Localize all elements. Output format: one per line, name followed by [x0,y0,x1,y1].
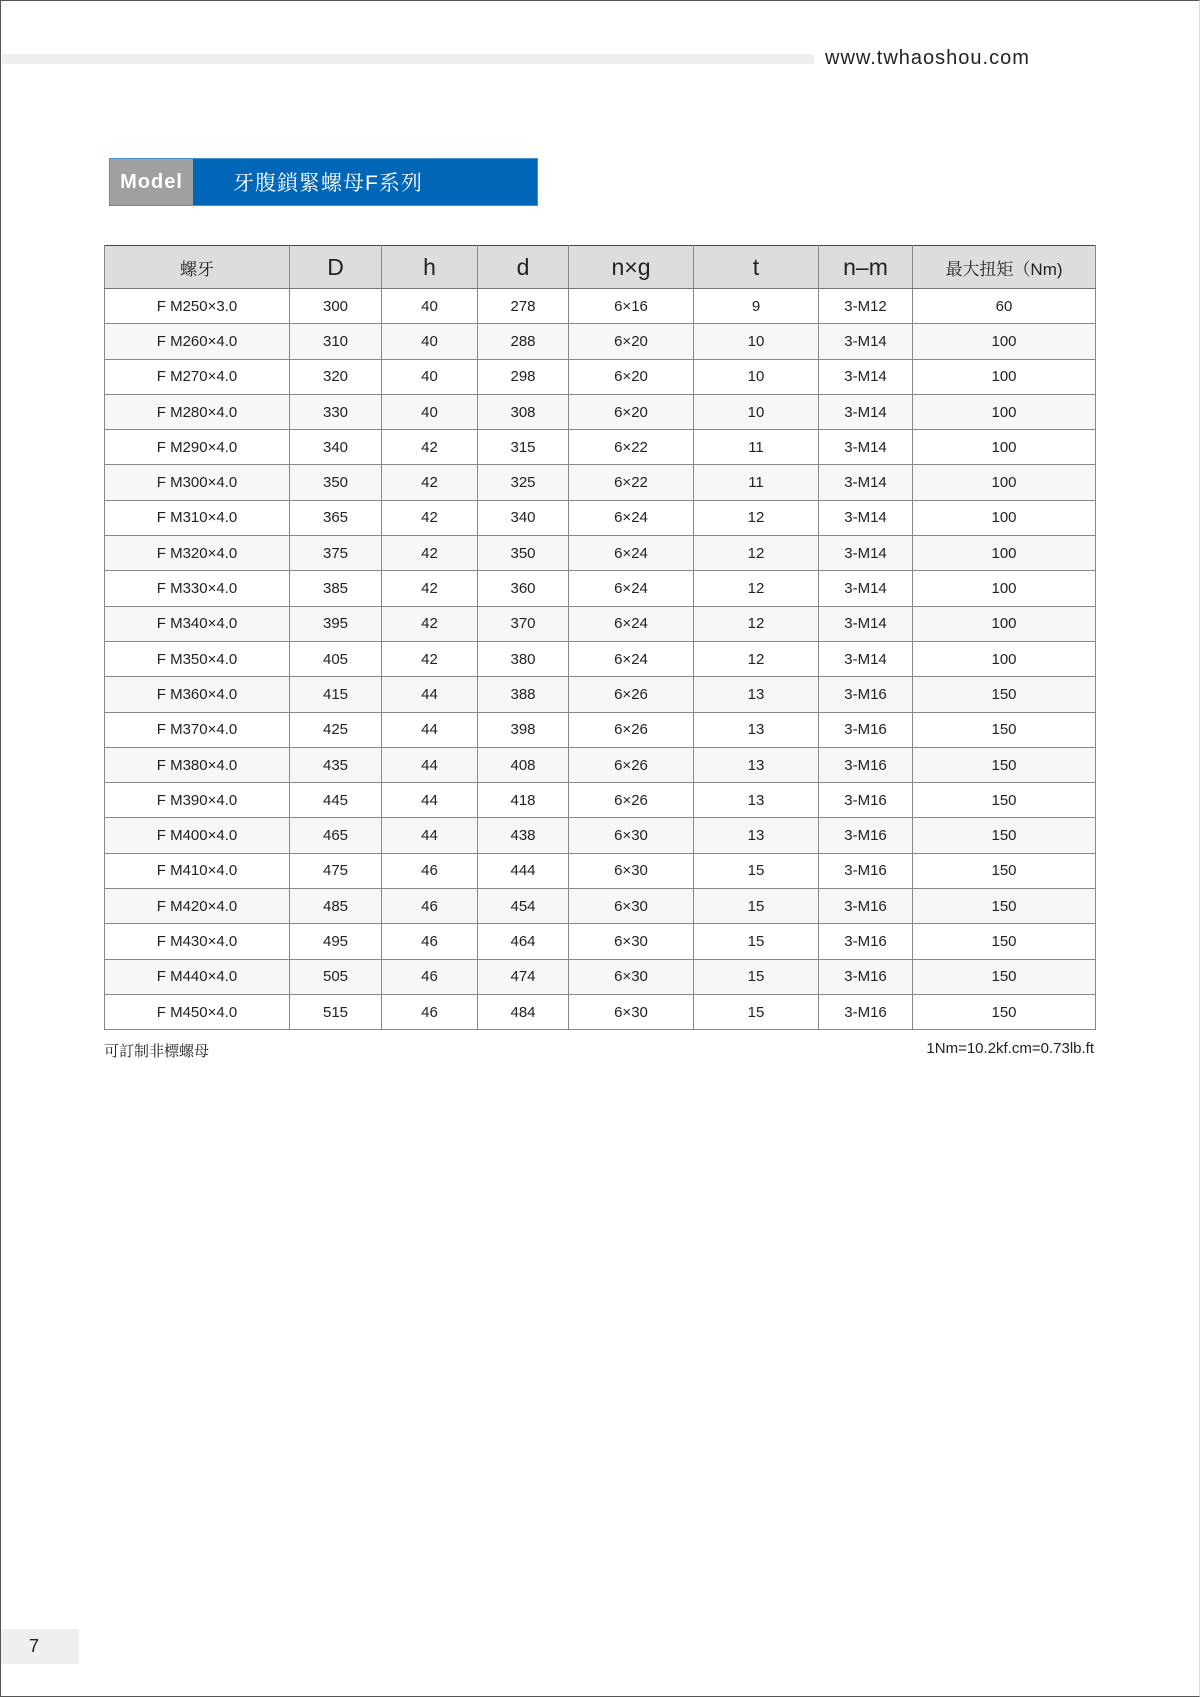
site-url[interactable]: www.twhaoshou.com [825,47,1030,69]
cell-col-max-torque: 150 [913,783,1096,818]
cell-col-D: 495 [290,924,382,959]
cell-col-nm: 3-M16 [819,712,913,747]
table-header-row [105,246,1096,289]
cell-col-thread: F M300×4.0 [105,465,290,500]
cell-col-nxg: 6×26 [569,783,694,818]
cell-col-max-torque: 100 [913,359,1096,394]
header-bar [2,54,814,64]
cell-col-h: 40 [382,394,478,429]
cell-col-t: 15 [694,994,819,1029]
cell-col-t: 9 [694,289,819,324]
cell-col-nm: 3-M16 [819,889,913,924]
cell-col-nxg: 6×26 [569,747,694,782]
spec-table [104,245,1096,1030]
cell-col-t: 10 [694,394,819,429]
cell-col-thread: F M270×4.0 [105,359,290,394]
cell-col-D: 405 [290,641,382,676]
cell-col-D: 375 [290,536,382,571]
cell-col-d: 340 [478,500,569,535]
cell-col-max-torque: 150 [913,853,1096,888]
header-col-max-torque: 最大扭矩（Nm) [913,246,1096,289]
cell-col-d: 360 [478,571,569,606]
cell-col-D: 425 [290,712,382,747]
cell-col-h: 42 [382,606,478,641]
cell-col-d: 308 [478,394,569,429]
cell-col-h: 44 [382,747,478,782]
cell-col-h: 46 [382,959,478,994]
cell-col-t: 11 [694,430,819,465]
cell-col-nxg: 6×24 [569,606,694,641]
cell-col-t: 15 [694,889,819,924]
cell-col-nm: 3-M16 [819,959,913,994]
cell-col-D: 445 [290,783,382,818]
cell-col-max-torque: 100 [913,641,1096,676]
cell-col-t: 13 [694,818,819,853]
cell-col-max-torque: 150 [913,994,1096,1029]
cell-col-thread: F M310×4.0 [105,500,290,535]
cell-col-h: 44 [382,783,478,818]
cell-col-D: 465 [290,818,382,853]
custom-order-note: 可訂制非標螺母 [104,1043,210,1060]
header-col-nm: n–m [819,246,913,289]
model-tag: Model [110,159,193,205]
table-row [105,747,1096,782]
cell-col-d: 315 [478,430,569,465]
cell-col-d: 380 [478,641,569,676]
cell-col-t: 11 [694,465,819,500]
cell-col-d: 454 [478,889,569,924]
cell-col-thread: F M330×4.0 [105,571,290,606]
cell-col-nm: 3-M14 [819,606,913,641]
cell-col-d: 370 [478,606,569,641]
cell-col-nxg: 6×20 [569,394,694,429]
cell-col-nxg: 6×26 [569,677,694,712]
cell-col-thread: F M410×4.0 [105,853,290,888]
table-row [105,324,1096,359]
cell-col-thread: F M420×4.0 [105,889,290,924]
cell-col-nm: 3-M16 [819,994,913,1029]
cell-col-h: 42 [382,465,478,500]
page-number-text: 7 [29,1636,40,1656]
cell-col-thread: F M350×4.0 [105,641,290,676]
cell-col-nxg: 6×30 [569,924,694,959]
page-number [1,1629,79,1664]
cell-col-nm: 3-M14 [819,430,913,465]
cell-col-nm: 3-M16 [819,677,913,712]
cell-col-nm: 3-M16 [819,783,913,818]
table-row [105,994,1096,1029]
cell-col-d: 484 [478,994,569,1029]
cell-col-D: 395 [290,606,382,641]
cell-col-d: 388 [478,677,569,712]
cell-col-h: 46 [382,889,478,924]
table-row [105,536,1096,571]
table-row [105,571,1096,606]
cell-col-max-torque: 150 [913,889,1096,924]
cell-col-nxg: 6×22 [569,430,694,465]
table-row [105,783,1096,818]
cell-col-nxg: 6×22 [569,465,694,500]
cell-col-t: 12 [694,606,819,641]
cell-col-t: 13 [694,783,819,818]
cell-col-thread: F M340×4.0 [105,606,290,641]
cell-col-nxg: 6×30 [569,959,694,994]
table-row [105,606,1096,641]
cell-col-thread: F M260×4.0 [105,324,290,359]
cell-col-thread: F M390×4.0 [105,783,290,818]
cell-col-nm: 3-M14 [819,641,913,676]
header-col-nxg: n×g [569,246,694,289]
cell-col-nxg: 6×30 [569,818,694,853]
cell-col-max-torque: 60 [913,289,1096,324]
cell-col-nxg: 6×24 [569,641,694,676]
table-row [105,430,1096,465]
cell-col-max-torque: 100 [913,500,1096,535]
unit-conversion-note: 1Nm=10.2kf.cm=0.73lb.ft [926,1040,1094,1057]
cell-col-h: 42 [382,536,478,571]
cell-col-t: 15 [694,853,819,888]
table-row [105,500,1096,535]
cell-col-max-torque: 100 [913,536,1096,571]
cell-col-nm: 3-M16 [819,853,913,888]
cell-col-D: 310 [290,324,382,359]
cell-col-max-torque: 100 [913,571,1096,606]
cell-col-d: 418 [478,783,569,818]
table-row [105,924,1096,959]
cell-col-max-torque: 150 [913,959,1096,994]
cell-col-d: 408 [478,747,569,782]
cell-col-t: 12 [694,571,819,606]
cell-col-nm: 3-M16 [819,818,913,853]
cell-col-thread: F M430×4.0 [105,924,290,959]
header-col-thread: 螺牙 [105,246,290,289]
cell-col-D: 330 [290,394,382,429]
header-col-h: h [382,246,478,289]
cell-col-t: 13 [694,747,819,782]
header-col-t: t [694,246,819,289]
cell-col-max-torque: 150 [913,677,1096,712]
cell-col-nm: 3-M14 [819,465,913,500]
cell-col-max-torque: 150 [913,924,1096,959]
cell-col-h: 42 [382,500,478,535]
cell-col-thread: F M320×4.0 [105,536,290,571]
table-row [105,465,1096,500]
cell-col-nxg: 6×20 [569,359,694,394]
cell-col-thread: F M450×4.0 [105,994,290,1029]
cell-col-nm: 3-M12 [819,289,913,324]
cell-col-nxg: 6×16 [569,289,694,324]
cell-col-d: 325 [478,465,569,500]
cell-col-d: 298 [478,359,569,394]
cell-col-t: 15 [694,924,819,959]
cell-col-max-torque: 150 [913,712,1096,747]
cell-col-h: 42 [382,571,478,606]
cell-col-nxg: 6×30 [569,994,694,1029]
model-title: 牙腹鎖緊螺母F系列 [233,172,423,195]
cell-col-d: 464 [478,924,569,959]
cell-col-max-torque: 100 [913,324,1096,359]
cell-col-D: 340 [290,430,382,465]
cell-col-h: 44 [382,818,478,853]
cell-col-t: 12 [694,641,819,676]
cell-col-D: 475 [290,853,382,888]
cell-col-D: 415 [290,677,382,712]
cell-col-d: 278 [478,289,569,324]
cell-col-nm: 3-M16 [819,747,913,782]
cell-col-D: 365 [290,500,382,535]
cell-col-D: 505 [290,959,382,994]
table-body [105,289,1096,1030]
cell-col-nm: 3-M14 [819,500,913,535]
cell-col-max-torque: 100 [913,430,1096,465]
cell-col-D: 320 [290,359,382,394]
cell-col-nxg: 6×30 [569,853,694,888]
cell-col-d: 350 [478,536,569,571]
table-row [105,959,1096,994]
cell-col-h: 44 [382,677,478,712]
cell-col-t: 15 [694,959,819,994]
table-row [105,853,1096,888]
table-row [105,818,1096,853]
cell-col-t: 13 [694,677,819,712]
cell-col-nxg: 6×30 [569,889,694,924]
cell-col-D: 350 [290,465,382,500]
cell-col-h: 44 [382,712,478,747]
cell-col-max-torque: 150 [913,818,1096,853]
cell-col-nxg: 6×20 [569,324,694,359]
cell-col-thread: F M400×4.0 [105,818,290,853]
cell-col-thread: F M290×4.0 [105,430,290,465]
table-row [105,394,1096,429]
table-row [105,641,1096,676]
cell-col-nxg: 6×24 [569,536,694,571]
cell-col-nxg: 6×24 [569,571,694,606]
cell-col-nm: 3-M14 [819,536,913,571]
cell-col-thread: F M370×4.0 [105,712,290,747]
cell-col-h: 46 [382,924,478,959]
cell-col-d: 474 [478,959,569,994]
cell-col-t: 10 [694,359,819,394]
header-col-d: d [478,246,569,289]
cell-col-nm: 3-M14 [819,324,913,359]
cell-col-h: 40 [382,359,478,394]
cell-col-d: 288 [478,324,569,359]
cell-col-D: 385 [290,571,382,606]
cell-col-nm: 3-M14 [819,359,913,394]
cell-col-D: 300 [290,289,382,324]
cell-col-t: 12 [694,536,819,571]
header-col-D: D [290,246,382,289]
cell-col-thread: F M250×3.0 [105,289,290,324]
cell-col-h: 40 [382,289,478,324]
cell-col-thread: F M380×4.0 [105,747,290,782]
cell-col-t: 12 [694,500,819,535]
cell-col-D: 485 [290,889,382,924]
cell-col-nm: 3-M14 [819,394,913,429]
cell-col-D: 515 [290,994,382,1029]
table-row [105,889,1096,924]
cell-col-nm: 3-M14 [819,571,913,606]
model-banner [110,159,537,205]
cell-col-max-torque: 150 [913,747,1096,782]
cell-col-t: 13 [694,712,819,747]
cell-col-D: 435 [290,747,382,782]
table-row [105,359,1096,394]
cell-col-nxg: 6×26 [569,712,694,747]
cell-col-h: 42 [382,641,478,676]
cell-col-h: 46 [382,994,478,1029]
cell-col-h: 40 [382,324,478,359]
cell-col-d: 444 [478,853,569,888]
cell-col-max-torque: 100 [913,394,1096,429]
cell-col-thread: F M280×4.0 [105,394,290,429]
table-row [105,677,1096,712]
cell-col-h: 42 [382,430,478,465]
cell-col-thread: F M360×4.0 [105,677,290,712]
cell-col-t: 10 [694,324,819,359]
cell-col-d: 398 [478,712,569,747]
cell-col-nm: 3-M16 [819,924,913,959]
cell-col-h: 46 [382,853,478,888]
cell-col-max-torque: 100 [913,465,1096,500]
table-row [105,712,1096,747]
cell-col-d: 438 [478,818,569,853]
table-row [105,289,1096,324]
cell-col-nxg: 6×24 [569,500,694,535]
cell-col-thread: F M440×4.0 [105,959,290,994]
cell-col-max-torque: 100 [913,606,1096,641]
